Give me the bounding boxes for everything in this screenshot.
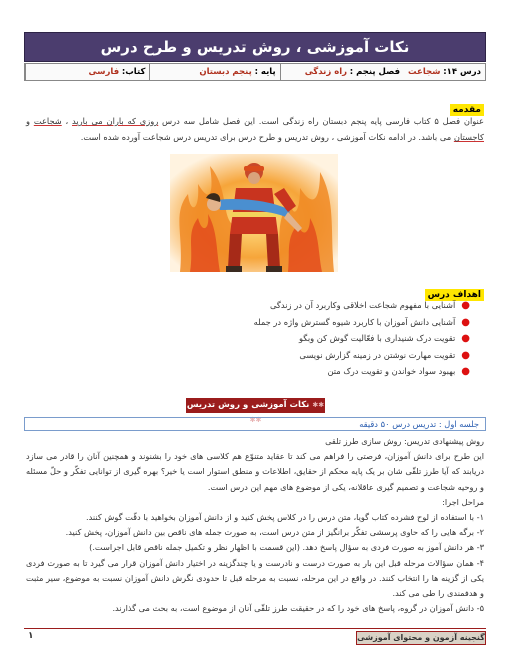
footer-caption: گنجینه آزمون و محتوای آموزشی (356, 631, 486, 645)
section-heading (186, 398, 325, 424)
steps-heading: مراحل اجرا: (442, 496, 484, 507)
goals-list (210, 297, 470, 380)
star-icon: ✱✱ (312, 401, 325, 409)
firefighter-rescue-image (170, 154, 338, 272)
step-item: ۳- هر دانش آموز به صورت فردی به سؤال پاسخ دهد. (این قسمت با اظهار نظر و تکمیل جمله ناقص قابل اجراست.) (89, 542, 484, 553)
section-heading-text: نکات آموزشی و روش تدریس (186, 400, 310, 410)
step-item: ۱- با استفاده از لوح فشرده کتاب گویا، متن درس را در کلاس پخش کنید و از دانش آموزان بخواهید با دقّت گوش کنند. (86, 512, 484, 523)
intro-link-rainy-day: روزی که باران می بارید (72, 116, 159, 126)
info-grade-label: پایه : (254, 67, 276, 77)
info-book-label: کتاب: (121, 67, 146, 77)
lesson-info-row (24, 63, 486, 81)
step-item: ۴- همان سؤالات مرحله قبل این بار به صورت درست و نادرست و یا چندگزینه در اختیار دانش آموزان قرار می گیرد تا به صورت فردی یکی از گزینه ها را انتخاب کنند. در واقع در این مرحله، نسبت به مرحله قبل تا حدودی نگرش دانش آموزان نسبت به موضوع، سیر مثبت و هدفمندی را طی می کند. (26, 557, 484, 599)
info-grade (149, 64, 279, 80)
info-grade-value: پنجم دبستان (199, 67, 252, 77)
bullet-icon: ● (461, 333, 470, 344)
footer-divider (24, 628, 486, 629)
intro-text-c: ، (61, 116, 73, 126)
bullet-icon: ● (461, 300, 470, 311)
info-lesson-label: درس ۱۴: (443, 67, 481, 77)
session-box: جلسه اول : تدریس درس ۵۰ دقیقه (24, 417, 486, 431)
method-body (26, 434, 484, 616)
page-title: نکات آموزشی ، روش تدریس و طرح درس (24, 32, 486, 62)
intro-text-g: می باشد. در ادامه نکات آموزشی ، روش تدریس و طرح درس برای تدریس درس شجاعت آورده شده است. (80, 132, 454, 142)
goal-text: آشنایی دانش آموزان با کاربرد شیوه گسترش واژه در جمله (253, 316, 456, 327)
step-item: ۵- دانش آموزان در گروه، پاسخ های خود را که در حقیقت طرز تلقّی آنان از موضوع است، به بحث می گذارند. (112, 603, 484, 614)
intro-text-e: و (26, 116, 34, 126)
intro-label: مقدمه (450, 104, 484, 116)
list-item (210, 347, 470, 364)
goal-text: تقویت درک شنیداری با فعّالیت گوش کن وبگو (298, 333, 456, 343)
page-number: ۱ (28, 631, 34, 641)
step-item: ۲- برگه هایی را که حاوی پرسشی تفکّر برانگیز از متن درس است، به صورت جمله های ناقص بین دانش آموزان، پخش کنید. (65, 527, 484, 538)
intro-link-courage: شجاعت (33, 116, 62, 126)
info-chapter-value: راه زندگی (304, 67, 348, 77)
goals-label: اهداف درس (425, 289, 484, 301)
list-item (210, 314, 470, 331)
star-icon: ✱✱ (249, 416, 262, 424)
info-book-value: فارسی (88, 67, 120, 77)
info-lesson-value: شجاعت (408, 67, 441, 77)
goal-text: تقویت مهارت نوشتن در زمینه گزارش نویسی (299, 349, 456, 360)
info-lesson (404, 64, 485, 80)
goal-text: آشنایی با مفهوم شجاعت اخلاقی وکاربرد آن در زندگی (270, 300, 456, 310)
list-item (210, 330, 470, 347)
info-chapter (280, 64, 404, 80)
intro-link-pine-forest: کاجستان (453, 132, 484, 142)
list-item (210, 363, 470, 380)
method-description: این طرح برای دانش آموزان، فرصتی را فراهم می کند تا عقاید متنوّع هم کلاسی های خود را بشنوند و همچنین آنان را قادر می سازد دریابند که آیا طرز تلقّی شان بر یک پایه محکم از حقایق، اطلاعات و منطق استوار است یا خیر؟ بهره گیری از توانایی تفکّر و حلّ مسئله و روحیه شجاعت و تصمیم گیری عاقلانه، یکی از موضوع های مهم این درس است. (26, 451, 484, 492)
bullet-icon: ● (461, 349, 470, 361)
list-item (210, 297, 470, 314)
bullet-icon: ● (461, 366, 470, 377)
info-book (25, 64, 149, 80)
bullet-icon: ● (461, 316, 470, 328)
intro-paragraph (26, 113, 484, 145)
intro-text-a: عنوان فصل ۵ کتاب فارسی پایه پنجم دبستان راه زندگی است. این فصل شامل سه درس (158, 116, 484, 126)
info-chapter-label: فصل پنجم : (349, 67, 401, 77)
goal-text: بهبود سواد خواندن و تقویت درک متن (327, 366, 456, 376)
method-title: روش پیشنهادی تدریس: روش سازی طرز تلقی (325, 436, 484, 446)
